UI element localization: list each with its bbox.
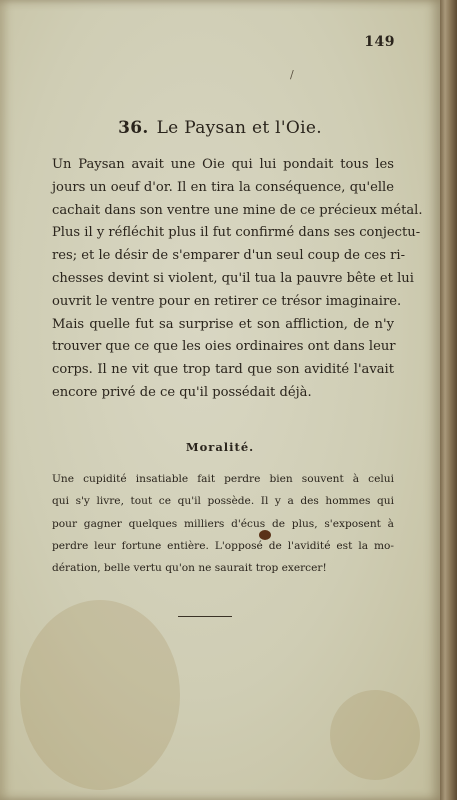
page-number: 149	[364, 34, 395, 50]
text-line: Plus il y réfléchit plus il fut confirmé dans ses conjectu-	[52, 225, 421, 241]
fable-body	[52, 154, 423, 405]
ink-blot	[259, 530, 271, 540]
text-line: jours un oeuf d'or. Il en tira la conséquence, qu'elle	[52, 179, 394, 195]
text-line: chesses devint si violent, qu'il tua la pauvre bête et lui	[52, 270, 414, 286]
fable-number: 36.	[118, 118, 149, 138]
moral-heading: Moralité.	[185, 440, 255, 454]
paper-stain	[330, 690, 420, 780]
page-edge	[440, 0, 457, 800]
text-line: Mais quelle fut sa surprise et son affliction, de n'y	[52, 316, 394, 332]
moral-line: dération, belle vertu qu'on ne saurait trop exercer!	[52, 562, 327, 575]
text-line: cachait dans son ventre une mine de ce précieux métal.	[52, 202, 423, 218]
moral-line: pour gagner quelques milliers d'écus de plus, s'exposent à	[52, 517, 394, 530]
fable-title-text: Le Paysan et l'Oie.	[156, 118, 322, 138]
text-line: encore privé de ce qu'il possédait déjà.	[52, 384, 312, 400]
text-line: res; et le désir de s'emparer d'un seul coup de ces ri-	[52, 248, 406, 264]
moral-line: qui s'y livre, tout ce qu'il possède. Il y a des hommes qui	[52, 495, 394, 508]
text-line: ouvrit le ventre pour en retirer ce trésor imaginaire.	[52, 293, 402, 309]
text-line: corps. Il ne vit que trop tard que son avidité l'avait	[52, 362, 394, 378]
end-rule	[178, 616, 232, 617]
margin-mark: /	[290, 68, 294, 81]
moral-line: Une cupidité insatiable fait perdre bien souvent à celui	[52, 473, 394, 485]
text-line: Un Paysan avait une Oie qui lui pondait tous les	[52, 157, 394, 172]
moral-line: perdre leur fortune entière. L'opposé de l'avidité est la mo-	[52, 539, 394, 552]
text-line: trouver que ce que les oies ordinaires ont dans leur	[52, 339, 396, 355]
paper-stain	[20, 600, 180, 790]
fable-title	[0, 118, 440, 138]
moral-body	[52, 468, 394, 579]
